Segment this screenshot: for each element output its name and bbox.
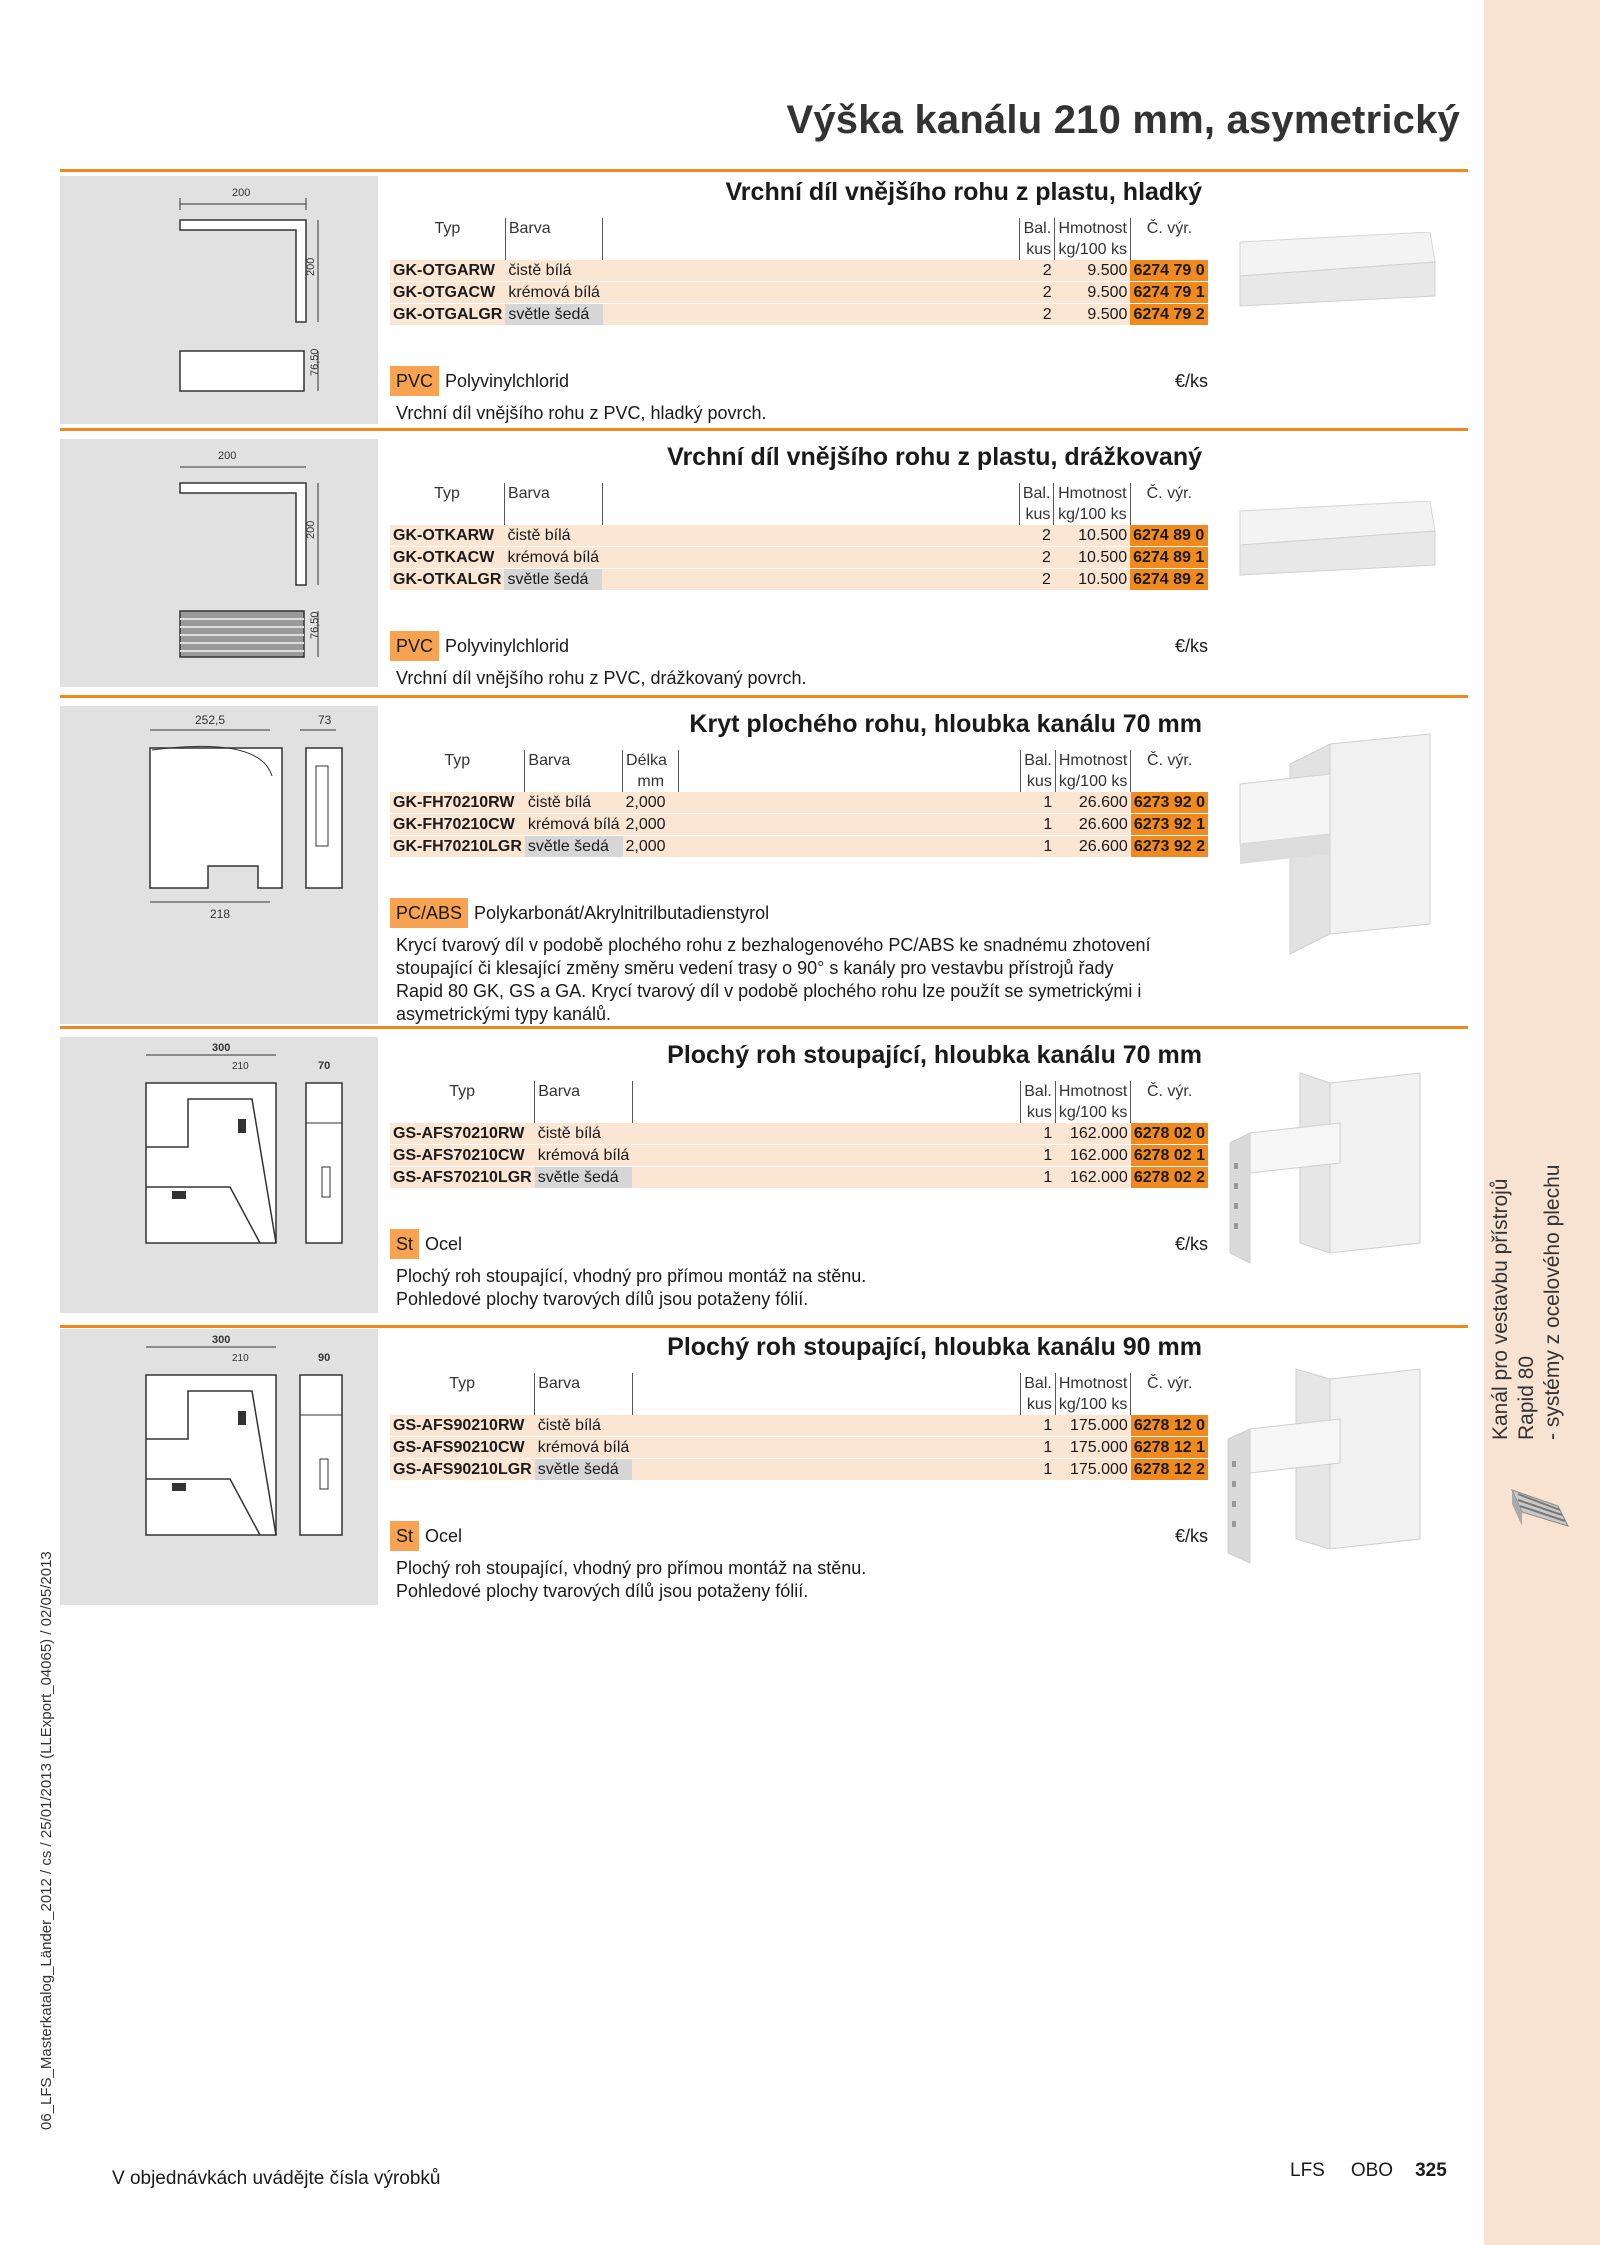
technical-drawing [60, 1037, 378, 1313]
material-line [390, 1229, 1208, 1259]
sidebar-vertical-text [1488, 1120, 1598, 1440]
technical-drawing [60, 439, 378, 687]
dimension-label: 200 [218, 450, 237, 462]
col-delka: Délka [623, 750, 679, 771]
product-photo [1220, 1349, 1460, 1589]
dimension-label: 210 [232, 1061, 249, 1072]
dimension-label: 200 [305, 257, 317, 276]
price-unit: €/ks [1174, 1526, 1208, 1546]
technical-drawing [60, 706, 378, 1024]
description: Plochý roh stoupající, vhodný pro přímou montáž na stěnu. Pohledové plochy tvarových dílů jsou potaženy fólií. [396, 1266, 867, 1309]
material-code: PVC [390, 366, 439, 396]
dimension-label: 300 [212, 1042, 231, 1054]
price-unit: €/ks [1174, 1234, 1208, 1254]
table-row: GK-OTGARW čistě bílá 2 9.500 6274 79 0 [390, 260, 1208, 282]
dimension-label: 76,50 [309, 348, 321, 376]
material-line [390, 898, 1208, 928]
product-photo [1220, 724, 1460, 964]
section-divider [60, 1026, 1468, 1029]
dimension-label: 200 [232, 187, 251, 199]
unit-kg: kg/100 ks [1055, 239, 1131, 260]
section-title: Kryt plochého rohu, hloubka kanálu 70 mm [689, 710, 1202, 738]
table-row: GK-FH70210RW čistě bílá 2,000 1 26.600 6273 92 0 [390, 792, 1208, 814]
dimension-label: 76,50 [309, 611, 321, 639]
dimension-label: 90 [318, 1352, 331, 1364]
table-row: GK-OTGALGR světle šedá 2 9.500 6274 79 2 [390, 304, 1208, 326]
material-code: PC/ABS [390, 898, 468, 928]
table-row: GK-OTKARW čistě bílá 2 10.500 6274 89 0 [390, 525, 1208, 547]
page-title: Výška kanálu 210 mm, asymetrický [786, 98, 1460, 142]
material-line [390, 1521, 1208, 1551]
table-row: GS-AFS90210RW čistě bílá 1 175.000 6278 12 0 [390, 1415, 1208, 1437]
material-code: St [390, 1229, 419, 1259]
brand-obo: OBO [1350, 2160, 1394, 2181]
product-photo [1220, 232, 1460, 322]
material-line [390, 631, 1208, 661]
table-row: GS-AFS70210LGR světle šedá 1 162.000 6278 02 2 [390, 1167, 1208, 1189]
dimension-label: 218 [210, 907, 231, 921]
section-title: Plochý roh stoupající, hloubka kanálu 90 mm [667, 1333, 1202, 1361]
spec-table: Typ Barva Délka Bal. Hmotnost Č. výr. mm kus kg/100 ks GK-FH70210RW čistě bílá 2,000 1 26.600 6273 92 0 GK-FH70210CW krémová bílá 2,000 1 26.600 6273 92 1 GK-FH70210LGR světle šedá 2,000 1 26.600 6273 92 2 [390, 750, 1208, 858]
material-name: Ocel [425, 1526, 463, 1546]
price-unit: €/ks [1174, 636, 1208, 656]
product-photo [1220, 501, 1460, 591]
title-rule [60, 169, 1468, 172]
description: Vrchní díl vnějšího rohu z PVC, hladký povrch. [396, 403, 767, 423]
table-row: GK-OTKACW krémová bílá 2 10.500 6274 89 1 [390, 547, 1208, 569]
material-code: St [390, 1521, 419, 1551]
material-name: Ocel [425, 1234, 463, 1254]
description: Krycí tvarový díl v podobě plochého rohu z bezhalogenového PC/ABS ke snadnému zhotovení stoupající či klesající změny směru vedení trasy o 90° s kanály pro vestavbu přístrojů řady Rapid 80 GK, GS a GA. Krycí tvarový díl v podobě plochého rohu lze použít se symetrickými i asymetrickými typy kanálů. [396, 935, 1151, 1024]
col-typ: Typ [434, 220, 461, 237]
technical-drawing [60, 176, 378, 424]
dimension-label: 252,5 [195, 713, 226, 727]
sidebar-text-line2: - systémy z ocelového plechu [1541, 1164, 1564, 1440]
footer-note: V objednávkách uvádějte čísla výrobků [112, 2168, 441, 2189]
technical-drawing [60, 1329, 378, 1605]
spec-table: Typ Barva Bal. Hmotnost Č. výr. kus kg/100 ks GS-AFS90210RW čistě bílá 1 175.000 6278 12 0 GS-AFS90210CW krémová bílá 1 175.000 6278 12 1 GS-AFS90210LGR světle šedá 1 175.000 6278 12 2 [390, 1373, 1208, 1481]
description: Vrchní díl vnějšího rohu z PVC, drážkovaný povrch. [396, 668, 807, 688]
dimension-label: 200 [305, 520, 317, 539]
dimension-label: 300 [212, 1334, 231, 1346]
section-divider [60, 428, 1468, 431]
footer-brand [1290, 2160, 1447, 2182]
material-name: Polyvinylchlorid [445, 636, 570, 656]
price-unit: €/ks [1174, 371, 1208, 391]
section-divider [60, 695, 1468, 698]
col-hmotnost: Hmotnost [1055, 218, 1131, 239]
section-title: Plochý roh stoupající, hloubka kanálu 70 mm [667, 1041, 1202, 1069]
table-row: GK-OTGACW krémová bílá 2 9.500 6274 79 1 [390, 282, 1208, 304]
table-row: GK-FH70210LGR světle šedá 2,000 1 26.600 6273 92 2 [390, 836, 1208, 858]
table-row: GK-OTKALGR světle šedá 2 10.500 6274 89 2 [390, 569, 1208, 591]
product-photo [1220, 1053, 1460, 1293]
description: Plochý roh stoupající, vhodný pro přímou montáž na stěnu. Pohledové plochy tvarových dílů jsou potaženy fólií. [396, 1558, 867, 1601]
dimension-label: 210 [232, 1353, 249, 1364]
section-divider [60, 1325, 1468, 1328]
table-row: GK-FH70210CW krémová bílá 2,000 1 26.600 6273 92 1 [390, 814, 1208, 836]
table-row: GS-AFS70210CW krémová bílá 1 162.000 6278 02 1 [390, 1145, 1208, 1167]
unit-mm: mm [623, 771, 679, 792]
dimension-label: 73 [318, 713, 332, 727]
material-name: Polykarbonát/Akrylnitrilbutadienstyrol [474, 903, 770, 923]
material-name: Polyvinylchlorid [445, 371, 570, 391]
spec-table: Typ Barva Bal. Hmotnost Č. výr. kus kg/100 ks GK-OTKARW čistě bílá 2 10.500 6274 89 0 GK-OTKACW krémová bílá 2 10.500 6274 89 1 GK-OTKALGR světle šedá 2 10.500 6274 89 2 [390, 483, 1208, 591]
material-code: PVC [390, 631, 439, 661]
table-row: GS-AFS90210CW krémová bílá 1 175.000 6278 12 1 [390, 1437, 1208, 1459]
table-row: GS-AFS90210LGR světle šedá 1 175.000 6278 12 2 [390, 1459, 1208, 1481]
section-title: Vrchní díl vnějšího rohu z plastu, drážkovaný [667, 443, 1202, 471]
spec-table: Typ Barva Bal. Hmotnost Č. výr. kus kg/100 ks GS-AFS70210RW čistě bílá 1 162.000 6278 02 0 GS-AFS70210CW krémová bílá 1 162.000 6278 02 1 GS-AFS70210LGR světle šedá 1 162.000 6278 02 2 [390, 1081, 1208, 1189]
table-row: GS-AFS70210RW čistě bílá 1 162.000 6278 02 0 [390, 1123, 1208, 1145]
spec-table [390, 218, 1208, 326]
col-bal: Bal. [1020, 218, 1055, 239]
catalog-reference: 06_LFS_Masterkatalog_Länder_2012 / cs / 25/01/2013 (LLExport_04065) / 02/05/2013 [38, 1551, 55, 2130]
brand-lfs: LFS [1290, 2160, 1325, 2181]
sidebar-text-line1: Kanál pro vestavbu přístrojů Rapid 80 [1489, 1178, 1538, 1440]
section-title: Vrchní díl vnějšího rohu z plastu, hladký [725, 178, 1202, 206]
page-number: 325 [1415, 2160, 1447, 2181]
col-barva: Barva [505, 218, 603, 239]
dimension-label: 70 [318, 1060, 331, 1072]
unit-kus: kus [1020, 239, 1055, 260]
channel-product-icon [1508, 1480, 1572, 1542]
material-line [390, 366, 1208, 396]
col-cvyr: Č. výr. [1130, 218, 1208, 239]
